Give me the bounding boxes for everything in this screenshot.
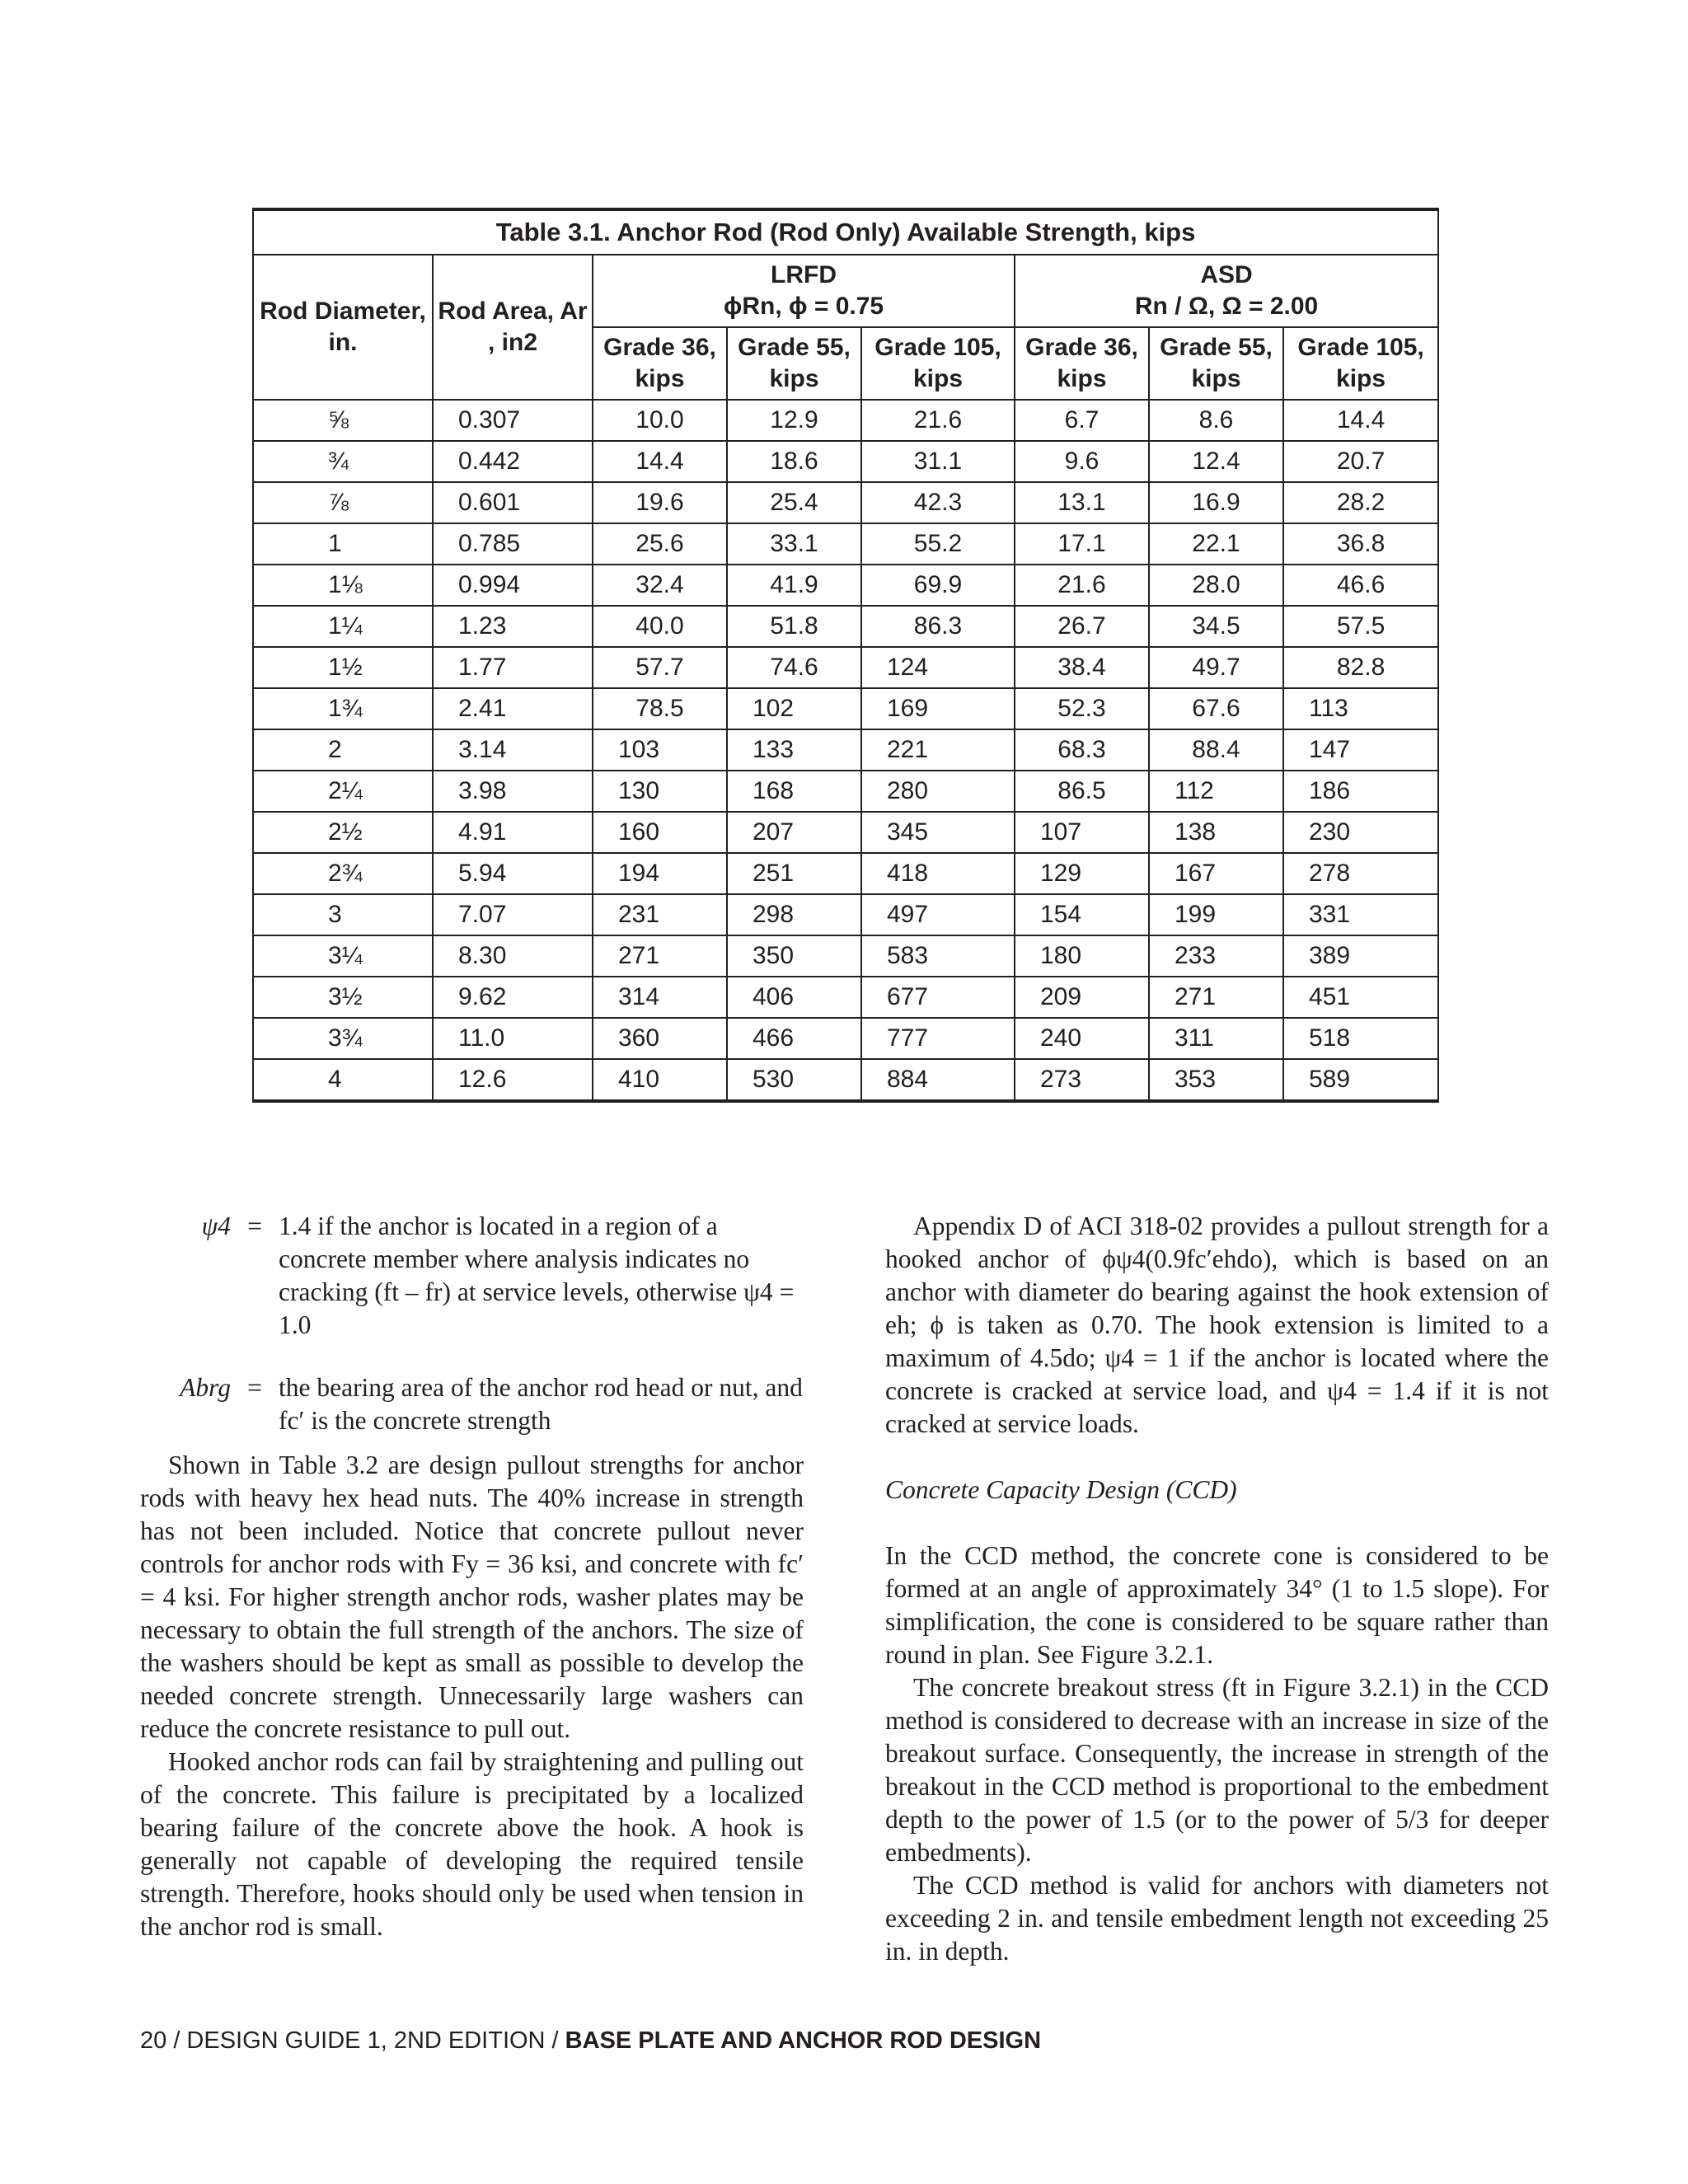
asd-grade-36-cell: 86.5 — [1015, 771, 1149, 812]
rod-diameter-cell: 3½ — [253, 977, 433, 1018]
footer-title: BASE PLATE AND ANCHOR ROD DESIGN — [565, 2027, 1042, 2054]
lrfd-grade-105-cell: 31.1 — [861, 441, 1015, 482]
table-row — [253, 565, 1438, 606]
col-header-asd-grade-55: Grade 55, kips — [1149, 327, 1283, 400]
abrg-definition-text: the bearing area of the anchor rod head or nut, and fc′ is the concrete strength — [279, 1373, 803, 1435]
lrfd-grade-36-cell: 360 — [593, 1018, 727, 1059]
col-header-rod-diameter: Rod Diameter, in. — [253, 255, 433, 400]
lrfd-grade-105-cell: 169 — [861, 688, 1015, 729]
asd-grade-36-cell: 52.3 — [1015, 688, 1149, 729]
paragraph-ccd-validity: The CCD method is valid for anchors with diameters not exceeding 2 in. and tensile embedment length not exceeding 25 in. in depth. — [885, 1871, 1549, 1966]
page-footer — [140, 2027, 1041, 2055]
lrfd-grade-105-cell: 86.3 — [861, 606, 1015, 647]
rod-diameter-cell: 4 — [253, 1059, 433, 1101]
lrfd-grade-55-cell: 133 — [727, 729, 861, 771]
rod-diameter-cell: 1 — [253, 523, 433, 565]
rod-diameter-cell: 3¾ — [253, 1018, 433, 1059]
lrfd-grade-36-cell: 271 — [593, 935, 727, 977]
rod-diameter-cell: 2 — [253, 729, 433, 771]
asd-grade-105-cell: 28.2 — [1283, 482, 1438, 523]
asd-grade-55-cell: 199 — [1149, 894, 1283, 935]
lrfd-grade-105-cell: 777 — [861, 1018, 1015, 1059]
asd-grade-105-cell: 147 — [1283, 729, 1438, 771]
asd-grade-36-cell: 273 — [1015, 1059, 1149, 1101]
asd-grade-105-cell: 451 — [1283, 977, 1438, 1018]
rod-area-cell: 4.91 — [433, 812, 593, 853]
lrfd-grade-105-cell: 497 — [861, 894, 1015, 935]
rod-diameter-cell: 3¼ — [253, 935, 433, 977]
asd-grade-55-cell: 167 — [1149, 853, 1283, 894]
psi4-symbol: ψ4 — [201, 1212, 231, 1240]
asd-grade-36-cell: 154 — [1015, 894, 1149, 935]
table-row — [253, 482, 1438, 523]
lrfd-grade-55-cell: 298 — [727, 894, 861, 935]
asd-grade-105-cell: 589 — [1283, 1059, 1438, 1101]
lrfd-grade-105-cell: 677 — [861, 977, 1015, 1018]
asd-grade-105-cell: 14.4 — [1283, 400, 1438, 441]
paragraph-appendix-d: Appendix D of ACI 318-02 provides a pullout strength for a hooked anchor of ϕψ4(0.9fc′ehdo), which is based on an anchor with diameter do bearing against the hook extension of eh; ϕ is taken as 0.70. The hook extension is limited to a maximum of 4.5do; ψ4 = 1 if the anchor is located where the concrete is cracked at service load, and ψ4 = 1.4 if it is not cracked at service loads. — [885, 1212, 1549, 1438]
rod-area-cell: 1.77 — [433, 647, 593, 688]
rod-diameter-cell: 1¾ — [253, 688, 433, 729]
asd-grade-55-cell: 88.4 — [1149, 729, 1283, 771]
lrfd-grade-55-cell: 168 — [727, 771, 861, 812]
rod-area-cell: 0.601 — [433, 482, 593, 523]
lrfd-label: LRFD — [771, 261, 837, 288]
asd-grade-55-cell: 271 — [1149, 977, 1283, 1018]
table-row — [253, 977, 1438, 1018]
asd-grade-55-cell: 353 — [1149, 1059, 1283, 1101]
asd-grade-55-cell: 16.9 — [1149, 482, 1283, 523]
rod-area-cell: 9.62 — [433, 977, 593, 1018]
asd-grade-55-cell: 49.7 — [1149, 647, 1283, 688]
rod-area-cell: 12.6 — [433, 1059, 593, 1101]
rod-area-cell: 7.07 — [433, 894, 593, 935]
lrfd-grade-36-cell: 194 — [593, 853, 727, 894]
definition-abrg — [140, 1371, 804, 1437]
lrfd-grade-105-cell: 69.9 — [861, 565, 1015, 606]
asd-label: ASD — [1200, 261, 1253, 288]
rod-diameter-cell: 3 — [253, 894, 433, 935]
table-row — [253, 441, 1438, 482]
rod-area-cell: 5.94 — [433, 853, 593, 894]
asd-grade-105-cell: 518 — [1283, 1018, 1438, 1059]
lrfd-grade-36-cell: 103 — [593, 729, 727, 771]
rod-area-cell: 8.30 — [433, 935, 593, 977]
rod-area-cell: 3.98 — [433, 771, 593, 812]
lrfd-grade-105-cell: 21.6 — [861, 400, 1015, 441]
table-row — [253, 729, 1438, 771]
asd-grade-36-cell: 68.3 — [1015, 729, 1149, 771]
asd-grade-36-cell: 26.7 — [1015, 606, 1149, 647]
asd-grade-36-cell: 107 — [1015, 812, 1149, 853]
asd-grade-36-cell: 9.6 — [1015, 441, 1149, 482]
rod-area-cell: 2.41 — [433, 688, 593, 729]
lrfd-grade-55-cell: 530 — [727, 1059, 861, 1101]
asd-grade-105-cell: 57.5 — [1283, 606, 1438, 647]
table-body — [253, 400, 1438, 1101]
table-row — [253, 853, 1438, 894]
lrfd-grade-55-cell: 207 — [727, 812, 861, 853]
lrfd-grade-105-cell: 583 — [861, 935, 1015, 977]
lrfd-grade-55-cell: 51.8 — [727, 606, 861, 647]
lrfd-grade-55-cell: 25.4 — [727, 482, 861, 523]
asd-grade-55-cell: 12.4 — [1149, 441, 1283, 482]
lrfd-grade-55-cell: 350 — [727, 935, 861, 977]
paragraph-pullout-strengths: Shown in Table 3.2 are design pullout strengths for anchor rods with heavy hex head nuts. The 40% increase in strength has not been included. Notice that concrete pullout never controls for anchor rods with Fy = 36 ksi, and concrete with fc′ = 4 ksi. For higher strength anchor rods, washer plates may be necessary to obtain the full strength of the anchors. The size of the washers should be kept as small as possible to develop the needed concrete strength. Unnecessarily large washers can reduce the concrete resistance to pull out. — [140, 1451, 804, 1743]
section-heading-ccd: Concrete Capacity Design (CCD) — [885, 1475, 1237, 1504]
rod-diameter-cell: ⅞ — [253, 482, 433, 523]
lrfd-grade-55-cell: 406 — [727, 977, 861, 1018]
table-row — [253, 400, 1438, 441]
table-row — [253, 812, 1438, 853]
table-row — [253, 935, 1438, 977]
paragraph-ccd-cone: In the CCD method, the concrete cone is considered to be formed at an angle of approximately 34° (1 to 1.5 slope). For simplification, the cone is considered to be square rather than round in plan. See Figure 3.2.1. — [885, 1541, 1549, 1669]
abrg-symbol: Abrg — [180, 1373, 231, 1402]
lrfd-grade-36-cell: 19.6 — [593, 482, 727, 523]
asd-grade-36-cell: 17.1 — [1015, 523, 1149, 565]
col-group-asd — [1015, 255, 1438, 327]
equals-sign: = — [247, 1212, 262, 1240]
lrfd-grade-36-cell: 25.6 — [593, 523, 727, 565]
asd-grade-36-cell: 21.6 — [1015, 565, 1149, 606]
psi4-definition-text: 1.4 if the anchor is located in a region of a concrete member where analysis indicates no cracking (ft – fr) at service levels, otherwise ψ4 = 1.0 — [279, 1212, 795, 1339]
asd-grade-55-cell: 28.0 — [1149, 565, 1283, 606]
lrfd-grade-105-cell: 884 — [861, 1059, 1015, 1101]
table-row — [253, 1059, 1438, 1101]
rod-diameter-cell: 2½ — [253, 812, 433, 853]
rod-diameter-cell: 2¾ — [253, 853, 433, 894]
asd-grade-55-cell: 22.1 — [1149, 523, 1283, 565]
lrfd-grade-105-cell: 42.3 — [861, 482, 1015, 523]
asd-grade-55-cell: 311 — [1149, 1018, 1283, 1059]
rod-diameter-cell: 1½ — [253, 647, 433, 688]
table-row — [253, 688, 1438, 729]
paragraph-breakout-stress: The concrete breakout stress (ft in Figure 3.2.1) in the CCD method is considered to decrease with an increase in size of the breakout surface. Consequently, the increase in strength of the breakout in the CCD method is proportional to the embedment depth to the power of 1.5 (or to the power of 5/3 for deeper embedments). — [885, 1673, 1549, 1867]
rod-area-cell: 11.0 — [433, 1018, 593, 1059]
asd-grade-55-cell: 233 — [1149, 935, 1283, 977]
asd-grade-105-cell: 36.8 — [1283, 523, 1438, 565]
asd-grade-55-cell: 34.5 — [1149, 606, 1283, 647]
rod-diameter-cell: ⅝ — [253, 400, 433, 441]
asd-grade-105-cell: 278 — [1283, 853, 1438, 894]
lrfd-grade-55-cell: 41.9 — [727, 565, 861, 606]
asd-grade-36-cell: 129 — [1015, 853, 1149, 894]
lrfd-grade-36-cell: 410 — [593, 1059, 727, 1101]
footer-prefix: 20 / DESIGN GUIDE 1, 2ND EDITION / — [140, 2027, 565, 2054]
lrfd-grade-55-cell: 12.9 — [727, 400, 861, 441]
rod-area-cell: 0.785 — [433, 523, 593, 565]
rod-diameter-cell: 1⅛ — [253, 565, 433, 606]
asd-grade-105-cell: 113 — [1283, 688, 1438, 729]
asd-grade-36-cell: 180 — [1015, 935, 1149, 977]
col-header-lrfd-grade-55: Grade 55, kips — [727, 327, 861, 400]
rod-diameter-cell: ¾ — [253, 441, 433, 482]
rod-area-cell: 3.14 — [433, 729, 593, 771]
table-row — [253, 606, 1438, 647]
asd-grade-105-cell: 82.8 — [1283, 647, 1438, 688]
asd-grade-55-cell: 67.6 — [1149, 688, 1283, 729]
table-row — [253, 1018, 1438, 1059]
asd-grade-105-cell: 331 — [1283, 894, 1438, 935]
lrfd-grade-36-cell: 78.5 — [593, 688, 727, 729]
col-header-rod-area: Rod Area, Ar , in2 — [433, 255, 593, 400]
asd-grade-36-cell: 209 — [1015, 977, 1149, 1018]
col-header-lrfd-grade-36: Grade 36, kips — [593, 327, 727, 400]
col-group-lrfd — [593, 255, 1015, 327]
lrfd-grade-55-cell: 251 — [727, 853, 861, 894]
rod-area-cell: 0.307 — [433, 400, 593, 441]
lrfd-grade-55-cell: 33.1 — [727, 523, 861, 565]
lrfd-grade-36-cell: 32.4 — [593, 565, 727, 606]
lrfd-grade-36-cell: 160 — [593, 812, 727, 853]
table-caption: Table 3.1. Anchor Rod (Rod Only) Available Strength, kips — [253, 209, 1438, 255]
asd-grade-105-cell: 20.7 — [1283, 441, 1438, 482]
lrfd-grade-105-cell: 221 — [861, 729, 1015, 771]
lrfd-grade-55-cell: 18.6 — [727, 441, 861, 482]
col-header-asd-grade-36: Grade 36, kips — [1015, 327, 1149, 400]
paragraph-hooked-anchor-rods: Hooked anchor rods can fail by straightening and pulling out of the concrete. This failure is precipitated by a localized bearing failure of the concrete above the hook. A hook is generally not capable of developing the required tensile strength. Therefore, hooks should only be used when tension in the anchor rod is small. — [140, 1747, 804, 1941]
lrfd-grade-55-cell: 102 — [727, 688, 861, 729]
rod-diameter-cell: 1¼ — [253, 606, 433, 647]
lrfd-grade-105-cell: 345 — [861, 812, 1015, 853]
lrfd-grade-36-cell: 314 — [593, 977, 727, 1018]
lrfd-grade-105-cell: 55.2 — [861, 523, 1015, 565]
lrfd-grade-105-cell: 418 — [861, 853, 1015, 894]
lrfd-grade-36-cell: 57.7 — [593, 647, 727, 688]
asd-grade-105-cell: 389 — [1283, 935, 1438, 977]
col-header-asd-grade-105: Grade 105, kips — [1283, 327, 1438, 400]
asd-grade-55-cell: 138 — [1149, 812, 1283, 853]
definition-psi4 — [140, 1210, 804, 1342]
anchor-rod-strength-table — [252, 208, 1439, 1103]
rod-area-cell: 0.442 — [433, 441, 593, 482]
asd-formula: Rn / Ω, Ω = 2.00 — [1134, 293, 1319, 320]
table-row — [253, 523, 1438, 565]
asd-grade-105-cell: 46.6 — [1283, 565, 1438, 606]
lrfd-formula: ϕRn, ϕ = 0.75 — [723, 293, 884, 320]
rod-area-cell: 0.994 — [433, 565, 593, 606]
right-column — [885, 1210, 1549, 1968]
rod-area-cell: 1.23 — [433, 606, 593, 647]
rod-diameter-cell: 2¼ — [253, 771, 433, 812]
lrfd-grade-36-cell: 130 — [593, 771, 727, 812]
asd-grade-105-cell: 186 — [1283, 771, 1438, 812]
lrfd-grade-36-cell: 40.0 — [593, 606, 727, 647]
lrfd-grade-36-cell: 14.4 — [593, 441, 727, 482]
lrfd-grade-55-cell: 74.6 — [727, 647, 861, 688]
asd-grade-36-cell: 13.1 — [1015, 482, 1149, 523]
table-row — [253, 647, 1438, 688]
left-column — [140, 1210, 804, 1943]
asd-grade-105-cell: 230 — [1283, 812, 1438, 853]
lrfd-grade-36-cell: 10.0 — [593, 400, 727, 441]
asd-grade-36-cell: 38.4 — [1015, 647, 1149, 688]
asd-grade-55-cell: 112 — [1149, 771, 1283, 812]
lrfd-grade-55-cell: 466 — [727, 1018, 861, 1059]
asd-grade-55-cell: 8.6 — [1149, 400, 1283, 441]
table-row — [253, 894, 1438, 935]
lrfd-grade-36-cell: 231 — [593, 894, 727, 935]
col-header-lrfd-grade-105: Grade 105, kips — [861, 327, 1015, 400]
table-row — [253, 771, 1438, 812]
asd-grade-36-cell: 240 — [1015, 1018, 1149, 1059]
lrfd-grade-105-cell: 280 — [861, 771, 1015, 812]
equals-sign: = — [247, 1373, 262, 1402]
lrfd-grade-105-cell: 124 — [861, 647, 1015, 688]
asd-grade-36-cell: 6.7 — [1015, 400, 1149, 441]
